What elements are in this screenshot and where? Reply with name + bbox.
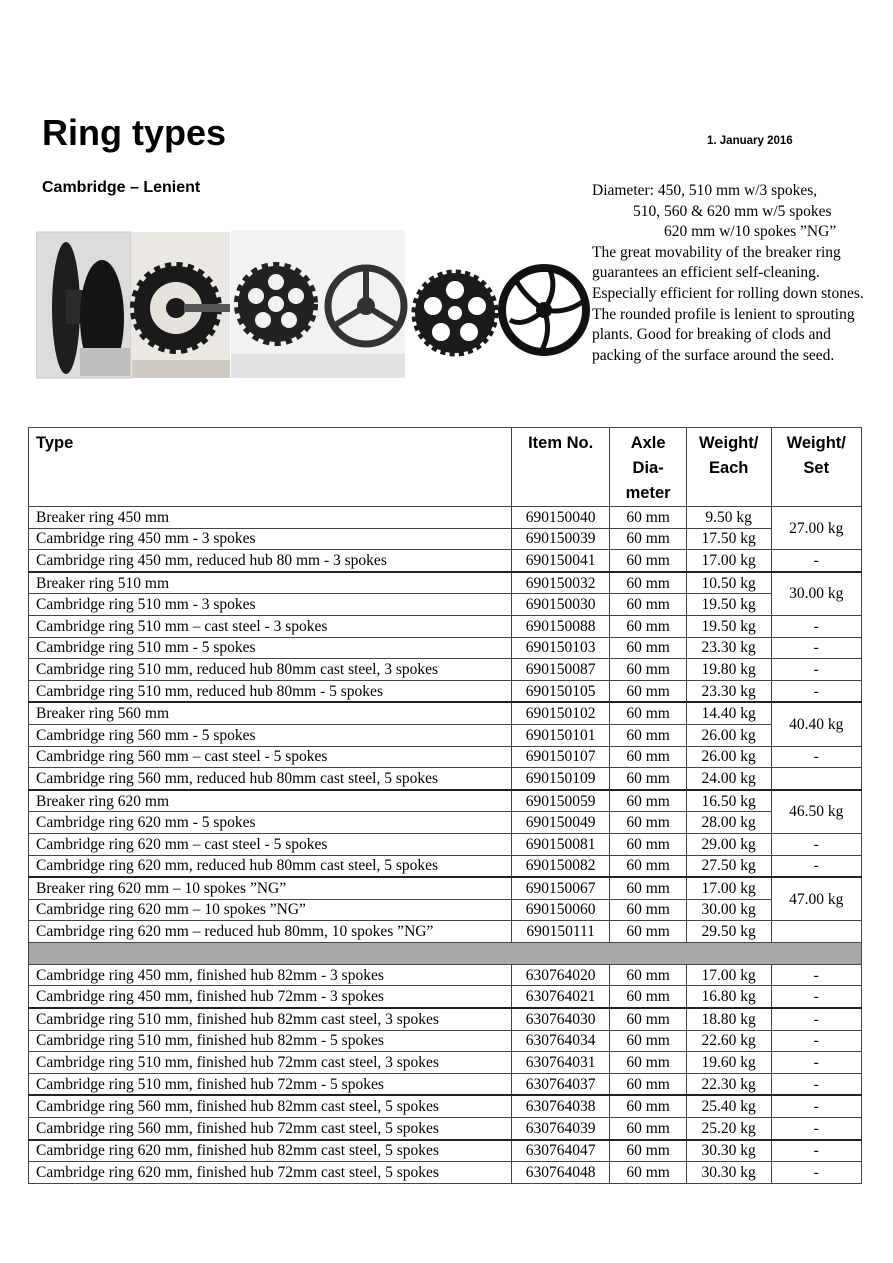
cell-item-no: 690150060 (511, 899, 610, 921)
cambridge-ring-front-photo (231, 230, 405, 378)
cell-item-no: 630764047 (511, 1140, 610, 1162)
breaker-ring-side-photo (36, 232, 131, 378)
table-separator-row (29, 942, 862, 964)
cell-weight-each: 24.00 kg (686, 768, 771, 790)
cell-weight-set: - (771, 615, 862, 637)
cambridge-ring-holes-photo (415, 273, 495, 353)
table-row (29, 1073, 862, 1095)
cell-weight-set: - (771, 637, 862, 659)
table-row (29, 550, 862, 572)
header-type: Type (29, 428, 512, 507)
cell-type: Cambridge ring 620 mm, reduced hub 80mm cast steel, 5 spokes (29, 855, 512, 877)
table-row (29, 877, 862, 899)
cell-item-no: 690150030 (511, 594, 610, 616)
cell-axle: 60 mm (610, 1140, 686, 1162)
cell-axle: 60 mm (610, 877, 686, 899)
cell-item-no: 630764020 (511, 964, 610, 986)
cell-weight-each: 10.50 kg (686, 572, 771, 594)
cell-item-no: 690150109 (511, 768, 610, 790)
ring-photos (36, 230, 592, 380)
cell-item-no: 690150039 (511, 528, 610, 550)
cell-axle: 60 mm (610, 964, 686, 986)
table-row (29, 790, 862, 812)
cell-weight-each: 14.40 kg (686, 702, 771, 724)
cell-item-no: 690150067 (511, 877, 610, 899)
table-row (29, 724, 862, 746)
table-row (29, 1052, 862, 1074)
table-body (29, 507, 862, 1184)
cell-weight-each: 29.50 kg (686, 921, 771, 943)
cell-type: Breaker ring 620 mm (29, 790, 512, 812)
cell-item-no: 690150087 (511, 659, 610, 681)
cell-type: Cambridge ring 450 mm, reduced hub 80 mm - 3 spokes (29, 550, 512, 572)
cell-axle: 60 mm (610, 507, 686, 529)
table-row (29, 615, 862, 637)
cell-axle: 60 mm (610, 899, 686, 921)
cell-weight-each: 26.00 kg (686, 724, 771, 746)
cell-type: Cambridge ring 560 mm, finished hub 82mm cast steel, 5 spokes (29, 1095, 512, 1117)
cell-item-no: 690150088 (511, 615, 610, 637)
cell-axle: 60 mm (610, 572, 686, 594)
cell-weight-set: - (771, 986, 862, 1008)
cell-weight-set: 46.50 kg (771, 790, 862, 834)
cell-weight-set: - (771, 1073, 862, 1095)
cell-weight-set: - (771, 1095, 862, 1117)
cell-weight-each: 17.00 kg (686, 550, 771, 572)
cell-item-no: 630764037 (511, 1073, 610, 1095)
cell-axle: 60 mm (610, 1008, 686, 1030)
cell-weight-each: 29.00 kg (686, 833, 771, 855)
cell-type: Cambridge ring 510 mm, finished hub 72mm - 5 spokes (29, 1073, 512, 1095)
table-row (29, 1140, 862, 1162)
cell-weight-set: - (771, 659, 862, 681)
cell-weight-each: 19.60 kg (686, 1052, 771, 1074)
cell-weight-each: 22.60 kg (686, 1030, 771, 1052)
cell-type: Cambridge ring 560 mm, reduced hub 80mm cast steel, 5 spokes (29, 768, 512, 790)
cell-item-no: 630764034 (511, 1030, 610, 1052)
cell-item-no: 690150102 (511, 702, 610, 724)
cell-item-no: 630764021 (511, 986, 610, 1008)
cell-weight-each: 27.50 kg (686, 855, 771, 877)
cell-weight-each: 17.00 kg (686, 964, 771, 986)
cell-weight-each: 17.50 kg (686, 528, 771, 550)
table-row (29, 507, 862, 529)
cell-item-no: 690150081 (511, 833, 610, 855)
cell-axle: 60 mm (610, 680, 686, 702)
cell-axle: 60 mm (610, 1118, 686, 1140)
cell-weight-each: 28.00 kg (686, 812, 771, 834)
table-row (29, 1162, 862, 1184)
cell-item-no: 690150049 (511, 812, 610, 834)
cell-weight-each: 18.80 kg (686, 1008, 771, 1030)
table-row (29, 702, 862, 724)
description-body: The great movability of the breaker ring guarantees an efficient self-cleaning. Especially efficient for rolling down stones. The rounded profile is lenient to sprouting plants. Good for breaking of clods and packing of the surface around the seed. (592, 243, 864, 364)
cell-item-no: 690150059 (511, 790, 610, 812)
cell-type: Cambridge ring 620 mm – 10 spokes ”NG” (29, 899, 512, 921)
cell-weight-each: 9.50 kg (686, 507, 771, 529)
cambridge-ring-axle-photo (132, 232, 230, 378)
table-row (29, 528, 862, 550)
cell-item-no: 630764038 (511, 1095, 610, 1117)
cell-weight-set (771, 921, 862, 943)
cell-type: Cambridge ring 510 mm, finished hub 82mm - 5 spokes (29, 1030, 512, 1052)
cell-weight-each: 22.30 kg (686, 1073, 771, 1095)
section-subtitle: Cambridge – Lenient (42, 179, 201, 196)
table-row (29, 1030, 862, 1052)
cell-type: Cambridge ring 450 mm, finished hub 72mm - 3 spokes (29, 986, 512, 1008)
cell-weight-each: 26.00 kg (686, 746, 771, 768)
cell-axle: 60 mm (610, 1095, 686, 1117)
table-header-row (29, 428, 862, 507)
header-weight-each: Weight/ Each (686, 428, 771, 507)
cell-axle: 60 mm (610, 1073, 686, 1095)
cell-item-no: 690150082 (511, 855, 610, 877)
cell-weight-set: - (771, 1052, 862, 1074)
table-row (29, 572, 862, 594)
cell-weight-set: 47.00 kg (771, 877, 862, 921)
table-row (29, 899, 862, 921)
table-row (29, 812, 862, 834)
cell-weight-each: 25.40 kg (686, 1095, 771, 1117)
cell-axle: 60 mm (610, 812, 686, 834)
cell-type: Cambridge ring 510 mm, finished hub 72mm cast steel, 3 spokes (29, 1052, 512, 1074)
cell-type: Cambridge ring 620 mm - 5 spokes (29, 812, 512, 834)
cell-item-no: 690150032 (511, 572, 610, 594)
cell-weight-set: - (771, 550, 862, 572)
cell-type: Cambridge ring 560 mm, finished hub 72mm cast steel, 5 spokes (29, 1118, 512, 1140)
cell-axle: 60 mm (610, 1030, 686, 1052)
diameter-line-3: 620 mm w/10 spokes ”NG” (664, 223, 837, 241)
table-row (29, 594, 862, 616)
cell-axle: 60 mm (610, 1052, 686, 1074)
cell-axle: 60 mm (610, 768, 686, 790)
cell-axle: 60 mm (610, 702, 686, 724)
cell-type: Breaker ring 620 mm – 10 spokes ”NG” (29, 877, 512, 899)
cell-axle: 60 mm (610, 594, 686, 616)
cell-type: Cambridge ring 620 mm, finished hub 82mm cast steel, 5 spokes (29, 1140, 512, 1162)
cell-type: Cambridge ring 510 mm - 5 spokes (29, 637, 512, 659)
cell-weight-set: - (771, 1008, 862, 1030)
cell-type: Cambridge ring 620 mm – reduced hub 80mm, 10 spokes ”NG” (29, 921, 512, 943)
page-title: Ring types (42, 112, 227, 153)
cell-type: Cambridge ring 620 mm, finished hub 72mm cast steel, 5 spokes (29, 1162, 512, 1184)
table-row (29, 1008, 862, 1030)
cell-type: Cambridge ring 560 mm – cast steel - 5 spokes (29, 746, 512, 768)
table-row (29, 1118, 862, 1140)
cell-axle: 60 mm (610, 659, 686, 681)
cell-type: Cambridge ring 450 mm, finished hub 82mm - 3 spokes (29, 964, 512, 986)
cell-weight-each: 30.30 kg (686, 1140, 771, 1162)
cell-weight-set: - (771, 855, 862, 877)
cell-type: Cambridge ring 450 mm - 3 spokes (29, 528, 512, 550)
cell-weight-set (771, 768, 862, 790)
cell-type: Cambridge ring 510 mm, reduced hub 80mm cast steel, 3 spokes (29, 659, 512, 681)
cell-type: Cambridge ring 560 mm - 5 spokes (29, 724, 512, 746)
cell-axle: 60 mm (610, 615, 686, 637)
cell-axle: 60 mm (610, 746, 686, 768)
diameter-line-2: 510, 560 & 620 mm w/5 spokes (633, 202, 832, 220)
cell-weight-each: 23.30 kg (686, 680, 771, 702)
table-row (29, 833, 862, 855)
document-date: 1. January 2016 (707, 135, 793, 147)
ng-ring-photo (502, 268, 586, 352)
cell-item-no: 690150111 (511, 921, 610, 943)
cell-weight-set: - (771, 1162, 862, 1184)
cell-item-no: 690150107 (511, 746, 610, 768)
cell-type: Breaker ring 450 mm (29, 507, 512, 529)
cell-type: Cambridge ring 510 mm – cast steel - 3 spokes (29, 615, 512, 637)
cell-weight-set: - (771, 680, 862, 702)
cell-item-no: 630764048 (511, 1162, 610, 1184)
cell-type: Cambridge ring 510 mm, finished hub 82mm cast steel, 3 spokes (29, 1008, 512, 1030)
cell-axle: 60 mm (610, 855, 686, 877)
cell-weight-set: 27.00 kg (771, 507, 862, 550)
cell-weight-each: 17.00 kg (686, 877, 771, 899)
cell-item-no: 690150103 (511, 637, 610, 659)
cell-axle: 60 mm (610, 637, 686, 659)
cell-weight-set: - (771, 1030, 862, 1052)
table-row (29, 659, 862, 681)
cell-weight-each: 25.20 kg (686, 1118, 771, 1140)
table-row (29, 855, 862, 877)
cell-axle: 60 mm (610, 1162, 686, 1184)
cell-weight-set: 30.00 kg (771, 572, 862, 616)
cell-weight-each: 23.30 kg (686, 637, 771, 659)
cell-type: Cambridge ring 620 mm – cast steel - 5 spokes (29, 833, 512, 855)
product-description (592, 181, 874, 366)
cell-item-no: 690150105 (511, 680, 610, 702)
cell-axle: 60 mm (610, 724, 686, 746)
cell-item-no: 690150101 (511, 724, 610, 746)
cell-axle: 60 mm (610, 921, 686, 943)
cell-weight-each: 30.30 kg (686, 1162, 771, 1184)
header-item-no: Item No. (511, 428, 610, 507)
cell-item-no: 690150041 (511, 550, 610, 572)
table-row (29, 637, 862, 659)
cell-weight-set: - (771, 833, 862, 855)
header-axle-diameter: Axle Dia-meter (610, 428, 686, 507)
cell-axle: 60 mm (610, 833, 686, 855)
cell-item-no: 630764030 (511, 1008, 610, 1030)
table-row (29, 1095, 862, 1117)
cell-weight-set: 40.40 kg (771, 702, 862, 746)
header-weight-set: Weight/ Set (771, 428, 862, 507)
diameter-line-1: Diameter: 450, 510 mm w/3 spokes, (592, 182, 818, 199)
table-row (29, 680, 862, 702)
cell-weight-set: - (771, 964, 862, 986)
cell-weight-each: 19.50 kg (686, 594, 771, 616)
cell-item-no: 690150040 (511, 507, 610, 529)
table-row (29, 921, 862, 943)
cell-weight-set: - (771, 746, 862, 768)
cell-weight-set: - (771, 1118, 862, 1140)
separator-cell (29, 942, 862, 964)
table-row (29, 746, 862, 768)
ring-types-table (28, 427, 862, 1184)
cell-weight-each: 19.50 kg (686, 615, 771, 637)
cell-weight-set: - (771, 1140, 862, 1162)
cell-item-no: 630764039 (511, 1118, 610, 1140)
cell-type: Cambridge ring 510 mm - 3 spokes (29, 594, 512, 616)
cell-axle: 60 mm (610, 528, 686, 550)
cell-weight-each: 30.00 kg (686, 899, 771, 921)
cell-type: Breaker ring 560 mm (29, 702, 512, 724)
table-row (29, 768, 862, 790)
cell-weight-each: 16.50 kg (686, 790, 771, 812)
cell-axle: 60 mm (610, 790, 686, 812)
table-row (29, 986, 862, 1008)
cell-weight-each: 16.80 kg (686, 986, 771, 1008)
cell-axle: 60 mm (610, 550, 686, 572)
cell-axle: 60 mm (610, 986, 686, 1008)
cell-type: Cambridge ring 510 mm, reduced hub 80mm - 5 spokes (29, 680, 512, 702)
cell-weight-each: 19.80 kg (686, 659, 771, 681)
cell-item-no: 630764031 (511, 1052, 610, 1074)
cell-type: Breaker ring 510 mm (29, 572, 512, 594)
table-row (29, 964, 862, 986)
